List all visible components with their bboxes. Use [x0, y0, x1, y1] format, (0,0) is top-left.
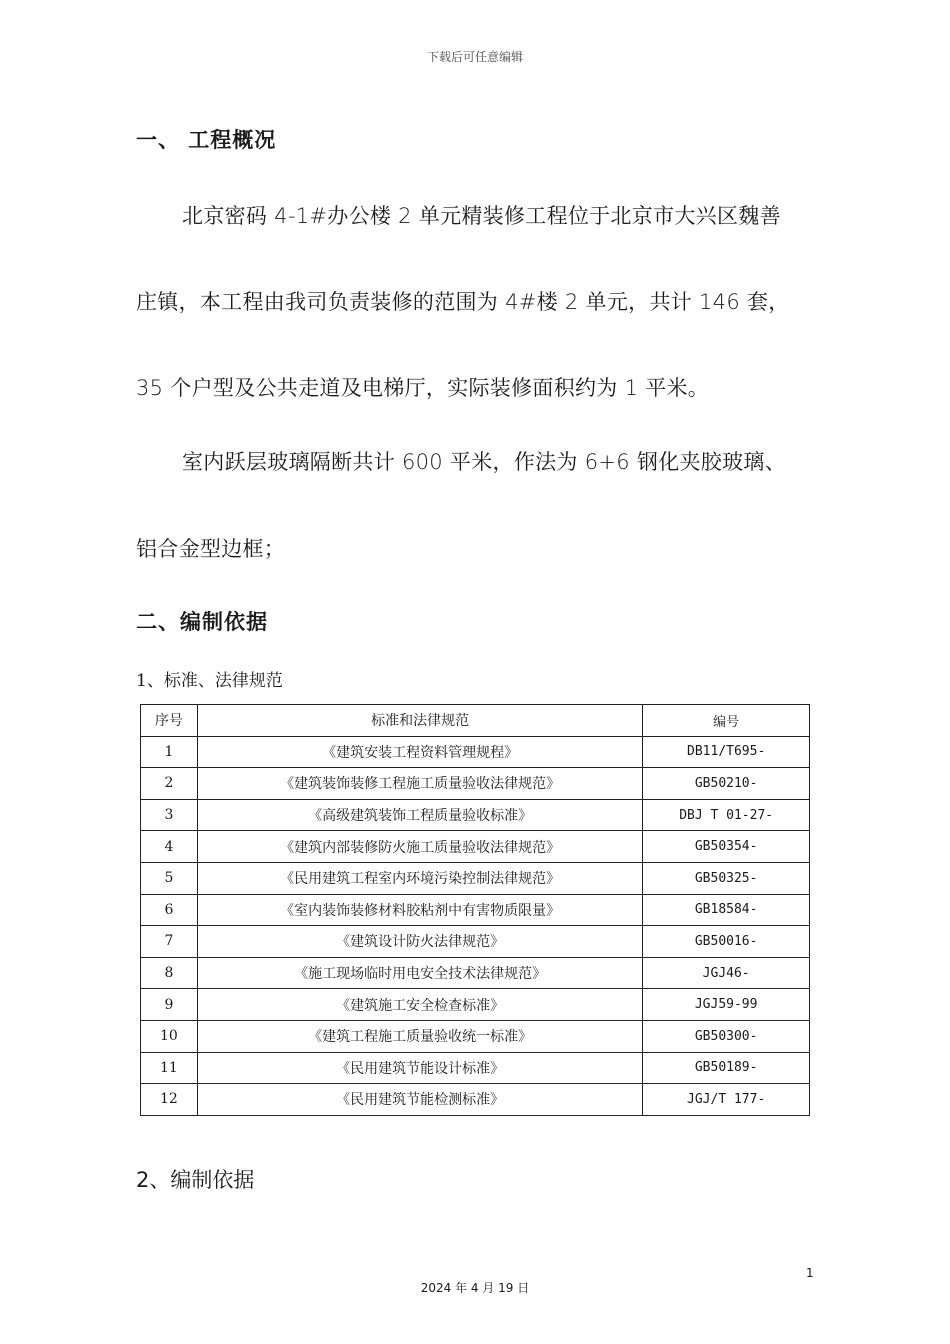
row-code: GB18584-	[643, 894, 810, 926]
row-standard: 《建筑内部装修防火施工质量验收法律规范》	[197, 831, 642, 863]
row-code: GB50210-	[643, 768, 810, 800]
paragraph-line: 北京密码 4-1#办公楼 2 单元精装修工程位于北京市大兴区魏善	[182, 204, 781, 228]
row-code: JGJ46-	[643, 957, 810, 989]
row-standard: 《施工现场临时用电安全技术法律规范》	[197, 957, 642, 989]
table-header-row	[141, 705, 810, 737]
row-standard: 《民用建筑工程室内环境污染控制法律规范》	[197, 862, 642, 894]
table-row	[141, 1052, 810, 1084]
header-code: 编号	[643, 705, 810, 737]
row-standard: 《室内装饰装修材料胶粘剂中有害物质限量》	[197, 894, 642, 926]
table-row	[141, 957, 810, 989]
table-row	[141, 831, 810, 863]
row-index: 1	[141, 736, 198, 768]
row-index: 12	[141, 1084, 198, 1116]
table-row	[141, 1084, 810, 1116]
row-code: JGJ/T 177-	[643, 1084, 810, 1116]
row-index: 2	[141, 768, 198, 800]
row-standard: 《建筑装饰装修工程施工质量验收法律规范》	[197, 768, 642, 800]
row-code: DB11/T695-	[643, 736, 810, 768]
section-title-overview: 一、 工程概况	[136, 128, 277, 152]
row-index: 5	[141, 862, 198, 894]
paragraph-line: 庄镇，本工程由我司负责装修的范围为 4#楼 2 单元，共计 146 套，	[136, 290, 790, 314]
row-index: 6	[141, 894, 198, 926]
subsection-title-2: 2、编制依据	[136, 1168, 255, 1192]
table-row	[141, 926, 810, 958]
row-index: 11	[141, 1052, 198, 1084]
row-index: 3	[141, 799, 198, 831]
table-row	[141, 736, 810, 768]
row-standard: 《民用建筑节能设计标准》	[197, 1052, 642, 1084]
row-code: JGJ59-99	[643, 989, 810, 1021]
row-standard: 《建筑施工安全检查标准》	[197, 989, 642, 1021]
paragraph-line: 室内跃层玻璃隔断共计 600 平米，作法为 6+6 钢化夹胶玻璃、	[182, 450, 786, 474]
row-code: GB50189-	[643, 1052, 810, 1084]
table-row	[141, 1020, 810, 1052]
row-code: GB50354-	[643, 831, 810, 863]
header-index: 序号	[141, 705, 198, 737]
table-row	[141, 862, 810, 894]
row-index: 10	[141, 1020, 198, 1052]
row-index: 8	[141, 957, 198, 989]
header-standard: 标准和法律规范	[197, 705, 642, 737]
row-standard: 《建筑设计防火法律规范》	[197, 926, 642, 958]
footer-date: 2024 年 4 月 19 日	[420, 1281, 530, 1295]
row-standard: 《建筑安装工程资料管理规程》	[197, 736, 642, 768]
paragraph-line: 35 个户型及公共走道及电梯厅，实际装修面积约为 1 平米。	[136, 376, 710, 400]
row-code: GB50300-	[643, 1020, 810, 1052]
row-code: GB50325-	[643, 862, 810, 894]
page-number: 1	[806, 1266, 814, 1280]
row-standard: 《高级建筑装饰工程质量验收标准》	[197, 799, 642, 831]
standards-table	[140, 704, 810, 1116]
row-index: 9	[141, 989, 198, 1021]
paragraph-line: 铝合金型边框；	[136, 537, 286, 561]
row-standard: 《建筑工程施工质量验收统一标准》	[197, 1020, 642, 1052]
header-note: 下载后可任意编辑	[426, 50, 523, 64]
row-code: GB50016-	[643, 926, 810, 958]
table-row	[141, 799, 810, 831]
row-standard: 《民用建筑节能检测标准》	[197, 1084, 642, 1116]
table-row	[141, 894, 810, 926]
row-code: DBJ T 01-27-	[643, 799, 810, 831]
subsection-title: 1、标准、法律规范	[136, 671, 283, 691]
row-index: 4	[141, 831, 198, 863]
table-row	[141, 989, 810, 1021]
table-row	[141, 768, 810, 800]
row-index: 7	[141, 926, 198, 958]
section-title-basis: 二、编制依据	[136, 610, 268, 634]
